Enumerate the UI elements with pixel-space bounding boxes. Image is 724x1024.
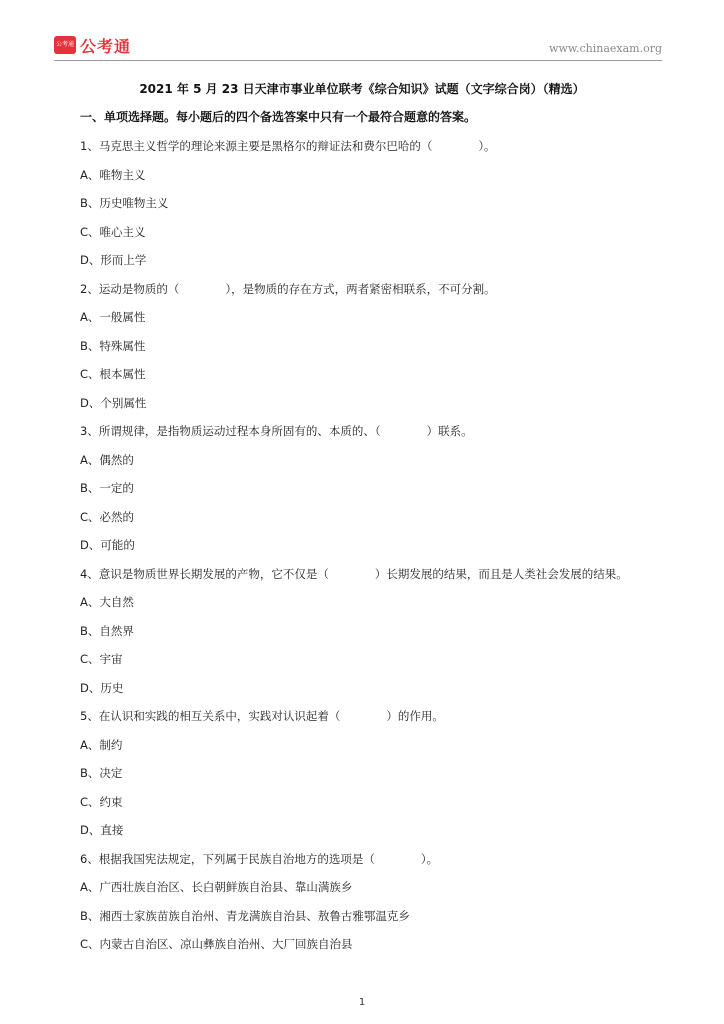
logo-text: 公考通: [80, 37, 132, 56]
answer-option: B、一定的: [80, 481, 134, 495]
answer-option: A、一般属性: [80, 310, 146, 324]
logo-icon: [54, 36, 76, 54]
question-stem: 2、运动是物质的（ ），是物质的存在方式，两者紧密相联系，不可分割。: [80, 281, 496, 296]
answer-option: A、制约: [80, 737, 123, 752]
answer-option: A、唯物主义: [80, 167, 146, 182]
answer-option: C、宇宙: [80, 652, 123, 666]
answer-option: B、特殊属性: [80, 338, 146, 353]
question-list: [80, 138, 680, 965]
answer-option: C、内蒙古自治区、凉山彝族自治州、大厂回族自治县: [80, 937, 353, 951]
answer-option: C、必然的: [80, 509, 135, 524]
question-stem: 5、在认识和实践的相互关系中，实践对认识起着（ ）的作用。: [80, 709, 444, 723]
document-title: 2021 年 5 月 23 日天津市事业单位联考《综合知识》试题（文字综合岗）（精选）: [139, 82, 585, 96]
page-number: 1: [358, 997, 366, 1008]
answer-option: C、唯心主义: [80, 224, 146, 239]
answer-option: D、个别属性: [80, 395, 147, 410]
site-url: www.chinaexam.org: [549, 42, 662, 55]
question-stem: 1、马克思主义哲学的理论来源主要是黑格尔的辩证法和费尔巴哈的（ ）。: [80, 139, 496, 153]
answer-option: A、大自然: [80, 595, 134, 609]
answer-option: B、历史唯物主义: [80, 196, 169, 210]
page-header: [54, 34, 662, 61]
logo-icon-text: 公考通: [55, 41, 74, 48]
answer-option: C、根本属性: [80, 367, 146, 381]
section-heading: 一、单项选择题。每小题后的四个备选答案中只有一个最符合题意的答案。: [80, 110, 477, 124]
question-stem: 6、根据我国宪法规定，下列属于民族自治地方的选项是（ ）。: [80, 851, 439, 866]
answer-option: C、约束: [80, 794, 123, 809]
question-stem: 3、所谓规律，是指物质运动过程本身所固有的、本质的、（ ）联系。: [80, 424, 473, 438]
answer-option: A、广西壮族自治区、长白朝鲜族自治县、靠山满族乡: [80, 880, 353, 894]
answer-option: A、偶然的: [80, 452, 134, 467]
question-stem: 4、意识是物质世界长期发展的产物，它不仅是（ ）长期发展的结果，而且是人类社会发展的结果。: [80, 566, 628, 581]
answer-option: D、历史: [80, 680, 124, 695]
answer-option: D、可能的: [80, 538, 135, 552]
answer-option: B、湘西士家族苗族自治州、青龙满族自治县、敖鲁古雅鄂温克乡: [80, 908, 410, 923]
answer-option: D、形而上学: [80, 253, 147, 267]
answer-option: B、自然界: [80, 623, 134, 638]
answer-option: B、决定: [80, 766, 123, 780]
answer-option: D、直接: [80, 823, 124, 837]
